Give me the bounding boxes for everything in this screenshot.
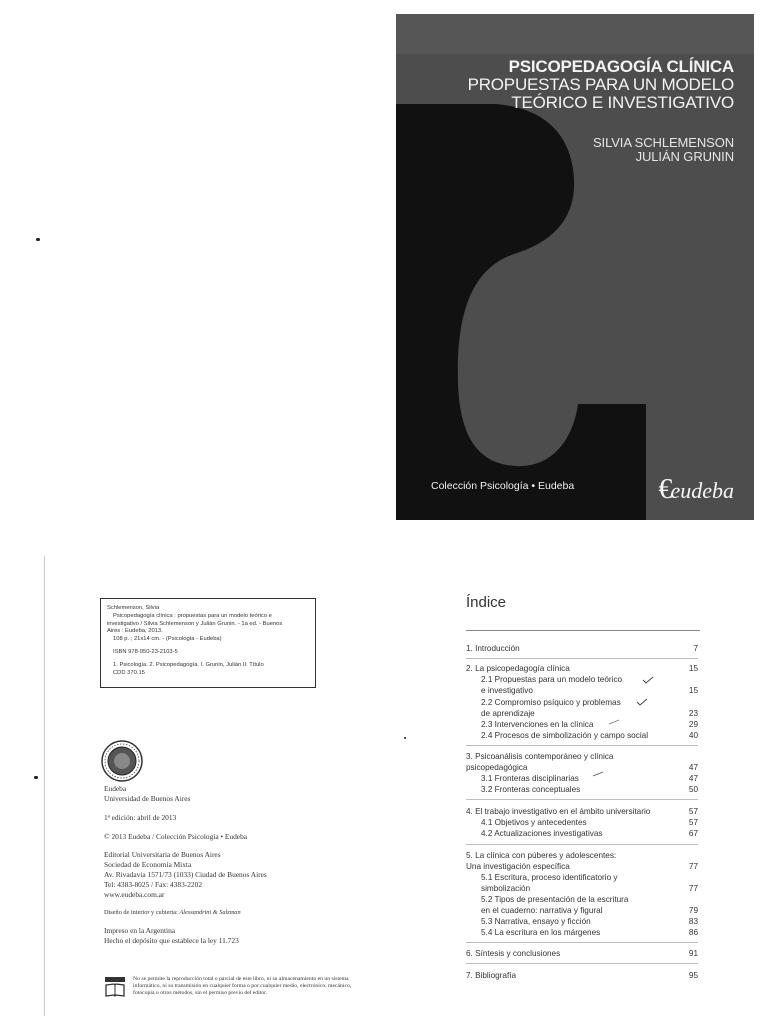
imprint-design-credit: Diseño de interior y cubierta: Alessandrini & Salzman [104,908,241,916]
catalog-isbn: ISBN 978-950-23-2103-5 [113,649,178,656]
no-photocopy-book-icon [104,976,126,998]
catalog-line: CDD 370.15 [113,669,145,676]
cover-title: PSICOPEDAGOGÍA CLÍNICA [508,57,734,76]
index-title: Índice [466,594,507,611]
imprint-website: www.eudeba.com.ar [104,889,165,899]
toc-divider [466,745,698,746]
imprint-university: Universidad de Buenos Aires [104,793,191,803]
cover-subtitle-line-1: PROPUESTAS PARA UN MODELO [467,74,734,94]
imprint-address-line: Editorial Universitaria de Buenos Aires [104,850,221,860]
cover-subtitle-line-2: TEÓRICO E INVESTIGATIVO [511,92,734,112]
catalog-line: Aires : Eudeba, 2013. [107,628,163,635]
imprint-legal-deposit: Hecho el depósito que establece la ley 11.723 [104,935,239,945]
cataloging-box [100,598,316,688]
cover-top-band [396,14,754,54]
cover-collection-label: Colección Psicología • Eudeba [431,480,575,492]
catalog-line: investigativo / Silvia Schlemenson y Julián Grunin. - 1a ed. - Buenos [107,620,283,627]
toc-divider [466,844,698,845]
page-fold-line [44,556,45,1016]
index-title-divider [466,630,700,631]
scan-speck [34,776,38,779]
cover-large-numeral-graphic [396,104,646,520]
cover-author-2: JULIÁN GRUNIN [635,149,734,165]
imprint-address-line: Tel: 4383-8025 / Fax: 4383-2202 [104,879,203,889]
eudeba-logo-text: eudeba [670,478,734,503]
imprint-address-line: Av. Rivadavia 1571/73 (1033) Ciudad de Buenos Aires [104,870,267,880]
scan-speck [36,238,40,241]
imprint-edition: 1ª edición: abril de 2013 [104,812,177,822]
cover-authors [593,136,734,165]
scan-speck [404,737,406,739]
university-seal-icon [101,740,143,782]
imprint-block [104,784,364,946]
imprint-copyright: © 2013 Eudeba / Colección Psicología • Eudeba [104,831,248,841]
imprint-address-line: Sociedad de Economía Mixta [104,860,192,870]
cover-author-1: SILVIA SCHLEMENSON [592,135,734,150]
handwritten-check-icon [642,676,654,684]
eudeba-logo [658,474,734,506]
toc-divider [466,658,698,659]
catalog-line: Psicopedagogía clínica : propuestas para un modelo teórico e [113,612,272,619]
imprint-printed-in: Impreso en la Argentina [104,925,176,935]
imprint-publisher: Eudeba [104,784,127,793]
catalog-line: Schlemenson, Silvia [107,605,160,611]
eudeba-e-mark-icon: € [658,474,673,505]
toc-divider [466,799,698,800]
cover-title-block [468,58,734,112]
handwritten-check-icon [592,770,604,778]
toc-divider [466,942,698,943]
book-cover [396,14,754,520]
handwritten-check-icon [608,718,620,726]
toc-divider [466,963,698,964]
copyright-notice: No se permite la reproducción total o parcial de este libro, ni su almacenamiento en un sistema informático, ni su transmisión en cualquier forma o por cualquier medio, electrónico, mecánico, fotocopia u otros métodos, sin el permiso previo del editor. [133,976,352,997]
catalog-line: 108 p. ; 21x14 cm. - (Psicología - Eudeba) [113,636,222,643]
catalog-line: 1. Psicología. 2. Psicopedagogía. I. Grunin, Julián II. Título [113,661,264,668]
handwritten-check-icon [636,698,648,706]
